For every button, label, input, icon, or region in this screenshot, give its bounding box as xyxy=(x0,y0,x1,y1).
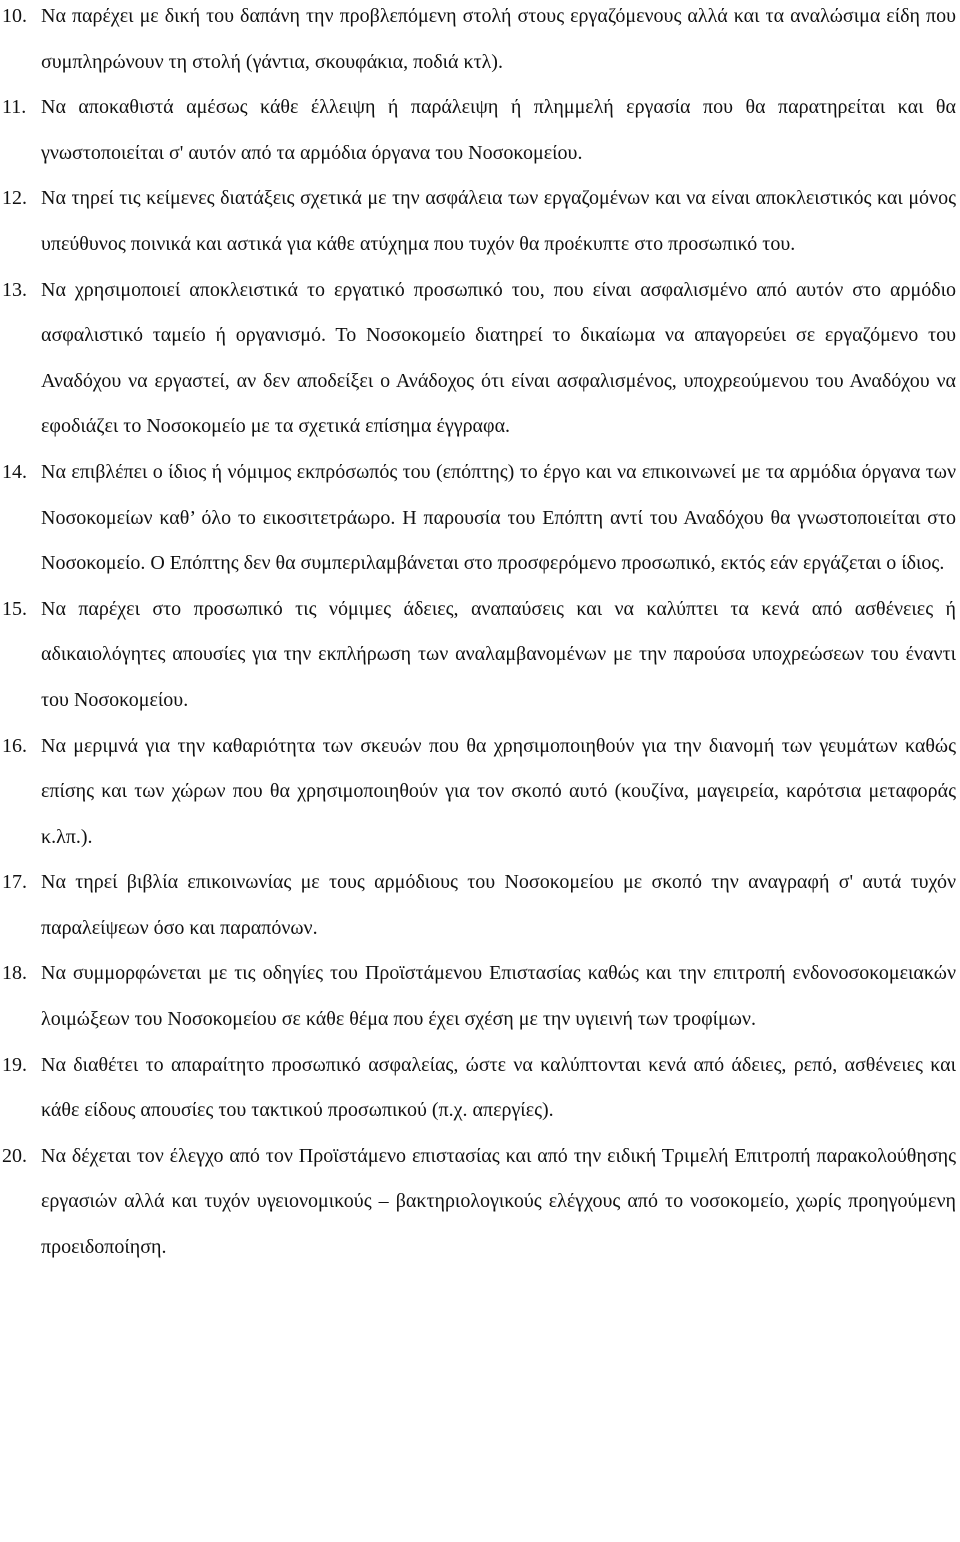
list-item-14 xyxy=(2,450,956,587)
list-item-text: Να επιβλέπει ο ίδιος ή νόμιμος εκπρόσωπός του (επόπτης) το έργο και να επικοινωνεί με τα αρμόδια όργανα των Νοσοκομείων καθ’ όλο το εικοσιτετράωρο. Η παρουσία του Επόπτη αντί του Αναδόχου θα γνωστοποιείται στο Νοσοκομείο. Ο Επόπτης δεν θα συμπεριλαμβάνεται στο προσφερόμενο προσωπικό, εκτός εάν εργάζεται ο ίδιος. xyxy=(41,460,956,575)
list-item-number: 20. xyxy=(2,1144,27,1167)
list-item-text: Να τηρεί βιβλία επικοινωνίας με τους αρμόδιους του Νοσοκομείου με σκοπό την αναγραφή σ' αυτά τυχόν παραλείψεων όσο και παραπόνων. xyxy=(41,871,956,939)
list-item-text: Να παρέχει στο προσωπικό τις νόμιμες άδειες, αναπαύσεις και να καλύπτει τα κενά από ασθένειες ή αδικαιολόγητες απουσίες για την εκπλήρωση των αναλαμβανομένων με την παρούσα υποχρεώσεων του έναντι του Νοσοκομείου. xyxy=(41,597,956,711)
list-item-text: Να παρέχει με δική του δαπάνη την προβλεπόμενη στολή στους εργαζόμενους αλλά και τα αναλώσιμα είδη που συμπληρώνουν τη στολή (γάντια, σκουφάκια, ποδιά κτλ). xyxy=(41,5,956,73)
list-item-17 xyxy=(2,860,956,951)
list-item-20 xyxy=(2,1134,956,1271)
list-item-text: Να αποκαθιστά αμέσως κάθε έλλειψη ή παράλειψη ή πλημμελή εργασία που θα παρατηρείται και θα γνωστοποιείται σ' αυτόν από τα αρμόδια όργανα του Νοσοκομείου. xyxy=(41,96,956,164)
list-item-13 xyxy=(2,268,956,450)
list-item-text: Να χρησιμοποιεί αποκλειστικά το εργατικό προσωπικό του, που είναι ασφαλισμένο από αυτόν στο αρμόδιο ασφαλιστικό ταμείο ή οργανισμό. Το Νοσοκομείο διατηρεί το δικαίωμα να απαγορεύει σε εργαζόμενο του Αναδόχου να εργαστεί, αν δεν αποδείξει ο Ανάδοχος ότι είναι ασφαλισμένος, υποχρεούμενου του Αναδόχου να εφοδιάζει το Νοσοκομείο με τα σχετικά επίσημα έγγραφα. xyxy=(41,278,956,438)
list-item-number: 15. xyxy=(2,597,27,620)
list-item-number: 16. xyxy=(2,734,27,757)
list-item-text: Να τηρεί τις κείμενες διατάξεις σχετικά με την ασφάλεια των εργαζομένων και να είναι αποκλειστικός και μόνος υπεύθυνος ποινικά και αστικά για κάθε ατύχημα που τυχόν θα προέκυπτε στο προσωπικό του. xyxy=(41,187,956,255)
list-item-number: 17. xyxy=(2,871,27,894)
list-item-number: 13. xyxy=(2,278,27,301)
list-item-text: Να διαθέτει το απαραίτητο προσωπικό ασφαλείας, ώστε να καλύπτονται κενά από άδειες, ρεπό, ασθένειες και κάθε είδους απουσίες του τακτικού προσωπικού (π.χ. απεργίες). xyxy=(41,1053,956,1122)
list-item-11 xyxy=(2,85,956,176)
list-item-19 xyxy=(2,1043,956,1134)
list-item-10 xyxy=(2,0,956,85)
list-item-text: Να συμμορφώνεται με τις οδηγίες του Προϊστάμενου Επιστασίας καθώς και την επιτροπή ενδονοσοκομειακών λοιμώξεων του Νοσοκομείου σε κάθε θέμα που έχει σχέση με την υγιεινή των τροφίμων. xyxy=(41,962,956,1031)
list-item-12 xyxy=(2,176,956,267)
list-item-15 xyxy=(2,587,956,724)
list-item-text: Να μεριμνά για την καθαριότητα των σκευών που θα χρησιμοποιηθούν για την διανομή των γευμάτων καθώς επίσης και των χώρων που θα χρησιμοποιηθούν για τον σκοπό αυτό (κουζίνα, μαγειρεία, καρότσια μεταφοράς κ.λπ.). xyxy=(41,734,956,848)
list-item-number: 12. xyxy=(2,187,27,210)
list-item-number: 10. xyxy=(2,5,27,27)
list-item-18 xyxy=(2,951,956,1042)
list-item-number: 19. xyxy=(2,1053,27,1076)
list-item-16 xyxy=(2,724,956,861)
list-item-number: 11. xyxy=(2,96,27,119)
list-item-number: 18. xyxy=(2,962,27,985)
list-item-text: Να δέχεται τον έλεγχο από τον Προϊστάμενο επιστασίας και από την ειδική Τριμελή Επιτροπή παρακολούθησης εργασιών αλλά και τυχόν υγειονομικούς – βακτηριολογικούς ελέγχους από το νοσοκομείο, χωρίς προηγούμενη προειδοποίηση. xyxy=(41,1144,956,1259)
list-item-number: 14. xyxy=(2,460,27,483)
